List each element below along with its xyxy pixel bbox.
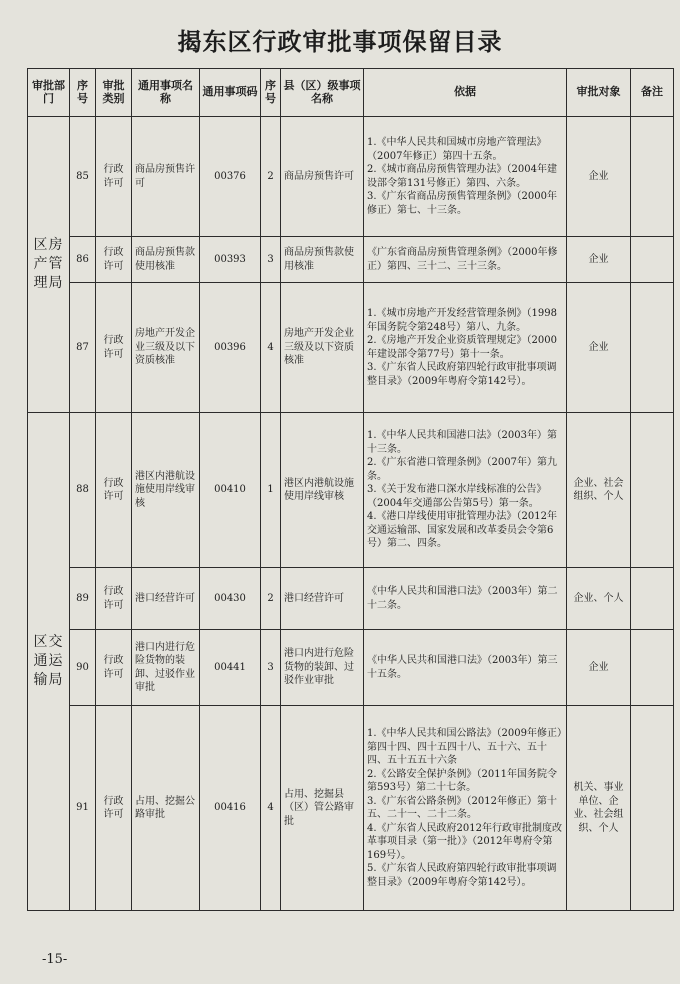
basis-line: 5.《广东省人民政府第四轮行政审批事项调整目录》（2009年粤府令第142号）。: [367, 863, 557, 888]
basis-line: 2.《广东省港口管理条例》（2007年）第九条。: [367, 457, 557, 482]
header-item-name: 通用事项名称: [132, 69, 200, 117]
sub-seq-cell: 4: [261, 706, 281, 911]
code-cell: 00416: [200, 706, 261, 911]
item-name-cell: 港口经营许可: [132, 568, 200, 630]
basis-line: 4.《广东省人民政府2012年行政审批制度改革事项目录（第一批）》（2012年粤府令第169号）。: [367, 822, 562, 861]
target-cell: 企业、社会组织、个人: [567, 413, 631, 568]
code-cell: 00393: [200, 237, 261, 283]
item-name-cell: 商品房预售款使用核准: [132, 237, 200, 283]
sub-seq-cell: 4: [261, 283, 281, 413]
basis-line: 3.《关于发布港口深水岸线标准的公告》（2004年交通部公告第5号）第一条。: [367, 484, 547, 509]
target-cell: 企业: [567, 117, 631, 237]
table-row: [28, 630, 674, 706]
county-item-cell: 港口内进行危险货物的装卸、过驳作业审批: [281, 630, 364, 706]
basis-line: 2.《城市商品房预售管理办法》（2004年建设部令第131号修正）第四、六条。: [367, 164, 557, 189]
basis-line: 《中华人民共和国港口法》（2003年）第三十五条。: [367, 655, 558, 680]
table-row: [28, 283, 674, 413]
county-item-cell: 房地产开发企业三级及以下资质核准: [281, 283, 364, 413]
note-cell: [631, 706, 674, 911]
basis-line: 《广东省商品房预售管理条例》（2000年修正）第四、三十二、三十三条。: [367, 247, 558, 272]
category-cell: 行政许可: [96, 568, 132, 630]
basis-line: 2.《公路安全保护条例》（2011年国务院令第593号）第二十七条。: [367, 768, 557, 793]
header-row: [28, 69, 674, 117]
note-cell: [631, 237, 674, 283]
category-cell: 行政许可: [96, 283, 132, 413]
header-item-code: 通用事项码: [200, 69, 261, 117]
item-name-cell: 港口内进行危险货物的装卸、过驳作业审批: [132, 630, 200, 706]
code-cell: 00376: [200, 117, 261, 237]
target-cell: 机关、事业单位、企业、社会组织、个人: [567, 706, 631, 911]
basis-line: 1.《中华人民共和国公路法》（2009年修正）第四十四、四十五四十八、五十六、五十四、五十五五十六条: [367, 728, 562, 766]
table-row: [28, 706, 674, 911]
basis-line: 《中华人民共和国港口法》（2003年）第二十二条。: [367, 586, 558, 611]
item-name-cell: 房地产开发企业三级及以下资质核准: [132, 283, 200, 413]
seq-cell: 85: [70, 117, 96, 237]
note-cell: [631, 117, 674, 237]
target-cell: 企业: [567, 237, 631, 283]
sub-seq-cell: 2: [261, 117, 281, 237]
note-cell: [631, 283, 674, 413]
header-category: 审批类别: [96, 69, 132, 117]
dept-cell: 区房产管理局: [28, 117, 70, 413]
basis-line: 3.《广东省商品房预售管理条例》（2000年修正）第七、十三条。: [367, 191, 557, 216]
sub-seq-cell: 3: [261, 630, 281, 706]
basis-cell: [364, 237, 567, 283]
county-item-cell: 商品房预售款使用核准: [281, 237, 364, 283]
seq-cell: 89: [70, 568, 96, 630]
category-cell: 行政许可: [96, 237, 132, 283]
basis-cell: [364, 413, 567, 568]
page-title: 揭东区行政审批事项保留目录: [177, 27, 503, 56]
code-cell: 00430: [200, 568, 261, 630]
table-row: [28, 117, 674, 237]
basis-cell: [364, 117, 567, 237]
table-row: [28, 237, 674, 283]
header-sub-seq: 序号: [261, 69, 281, 117]
note-cell: [631, 413, 674, 568]
basis-cell: [364, 706, 567, 911]
table-row: [28, 568, 674, 630]
page-number: -15-: [42, 952, 68, 967]
target-cell: 企业、个人: [567, 568, 631, 630]
target-cell: 企业: [567, 283, 631, 413]
basis-line: 1.《城市房地产开发经营管理条例》（1998年国务院令第248号）第八、九条。: [367, 308, 557, 333]
basis-line: 1.《中华人民共和国城市房地产管理法》（2007年修正）第四十五条。: [367, 137, 547, 162]
seq-cell: 87: [70, 283, 96, 413]
sub-seq-cell: 1: [261, 413, 281, 568]
county-item-cell: 商品房预售许可: [281, 117, 364, 237]
code-cell: 00410: [200, 413, 261, 568]
item-name-cell: 占用、挖掘公路审批: [132, 706, 200, 911]
note-cell: [631, 568, 674, 630]
basis-cell: [364, 283, 567, 413]
seq-cell: 86: [70, 237, 96, 283]
item-name-cell: 商品房预售许可: [132, 117, 200, 237]
header-county-item: 县（区）级事项名称: [281, 69, 364, 117]
item-name-cell: 港区内港航设施使用岸线审核: [132, 413, 200, 568]
basis-line: 3.《广东省公路条例》（2012年修正）第十五、二十一、二十二条。: [367, 795, 557, 820]
target-cell: 企业: [567, 630, 631, 706]
header-basis: 依据: [364, 69, 567, 117]
table-row: [28, 413, 674, 568]
header-seq: 序号: [70, 69, 96, 117]
category-cell: 行政许可: [96, 630, 132, 706]
dept-cell: 区交通运输局: [28, 413, 70, 911]
sub-seq-cell: 3: [261, 237, 281, 283]
basis-line: 1.《中华人民共和国港口法》（2003年）第十三条。: [367, 430, 557, 455]
code-cell: 00396: [200, 283, 261, 413]
category-cell: 行政许可: [96, 413, 132, 568]
header-target: 审批对象: [567, 69, 631, 117]
note-cell: [631, 630, 674, 706]
basis-cell: [364, 568, 567, 630]
header-dept: 审批部门: [28, 69, 70, 117]
category-cell: 行政许可: [96, 117, 132, 237]
county-item-cell: 港口经营许可: [281, 568, 364, 630]
sub-seq-cell: 2: [261, 568, 281, 630]
basis-line: 3.《广东省人民政府第四轮行政审批事项调整目录》（2009年粤府令第142号）。: [367, 362, 557, 387]
seq-cell: 90: [70, 630, 96, 706]
category-cell: 行政许可: [96, 706, 132, 911]
county-item-cell: 占用、挖掘县（区）管公路审批: [281, 706, 364, 911]
county-item-cell: 港区内港航设施使用岸线审核: [281, 413, 364, 568]
seq-cell: 88: [70, 413, 96, 568]
basis-cell: [364, 630, 567, 706]
basis-line: 4.《港口岸线使用审批管理办法》（2012年交通运输部、国家发展和改革委员会令第6号）第二、四条。: [367, 511, 557, 550]
seq-cell: 91: [70, 706, 96, 911]
header-note: 备注: [631, 69, 674, 117]
approval-items-table: [27, 68, 674, 911]
code-cell: 00441: [200, 630, 261, 706]
basis-line: 2.《房地产开发企业资质管理规定》（2000年建设部令第77号）第十一条。: [367, 335, 557, 360]
